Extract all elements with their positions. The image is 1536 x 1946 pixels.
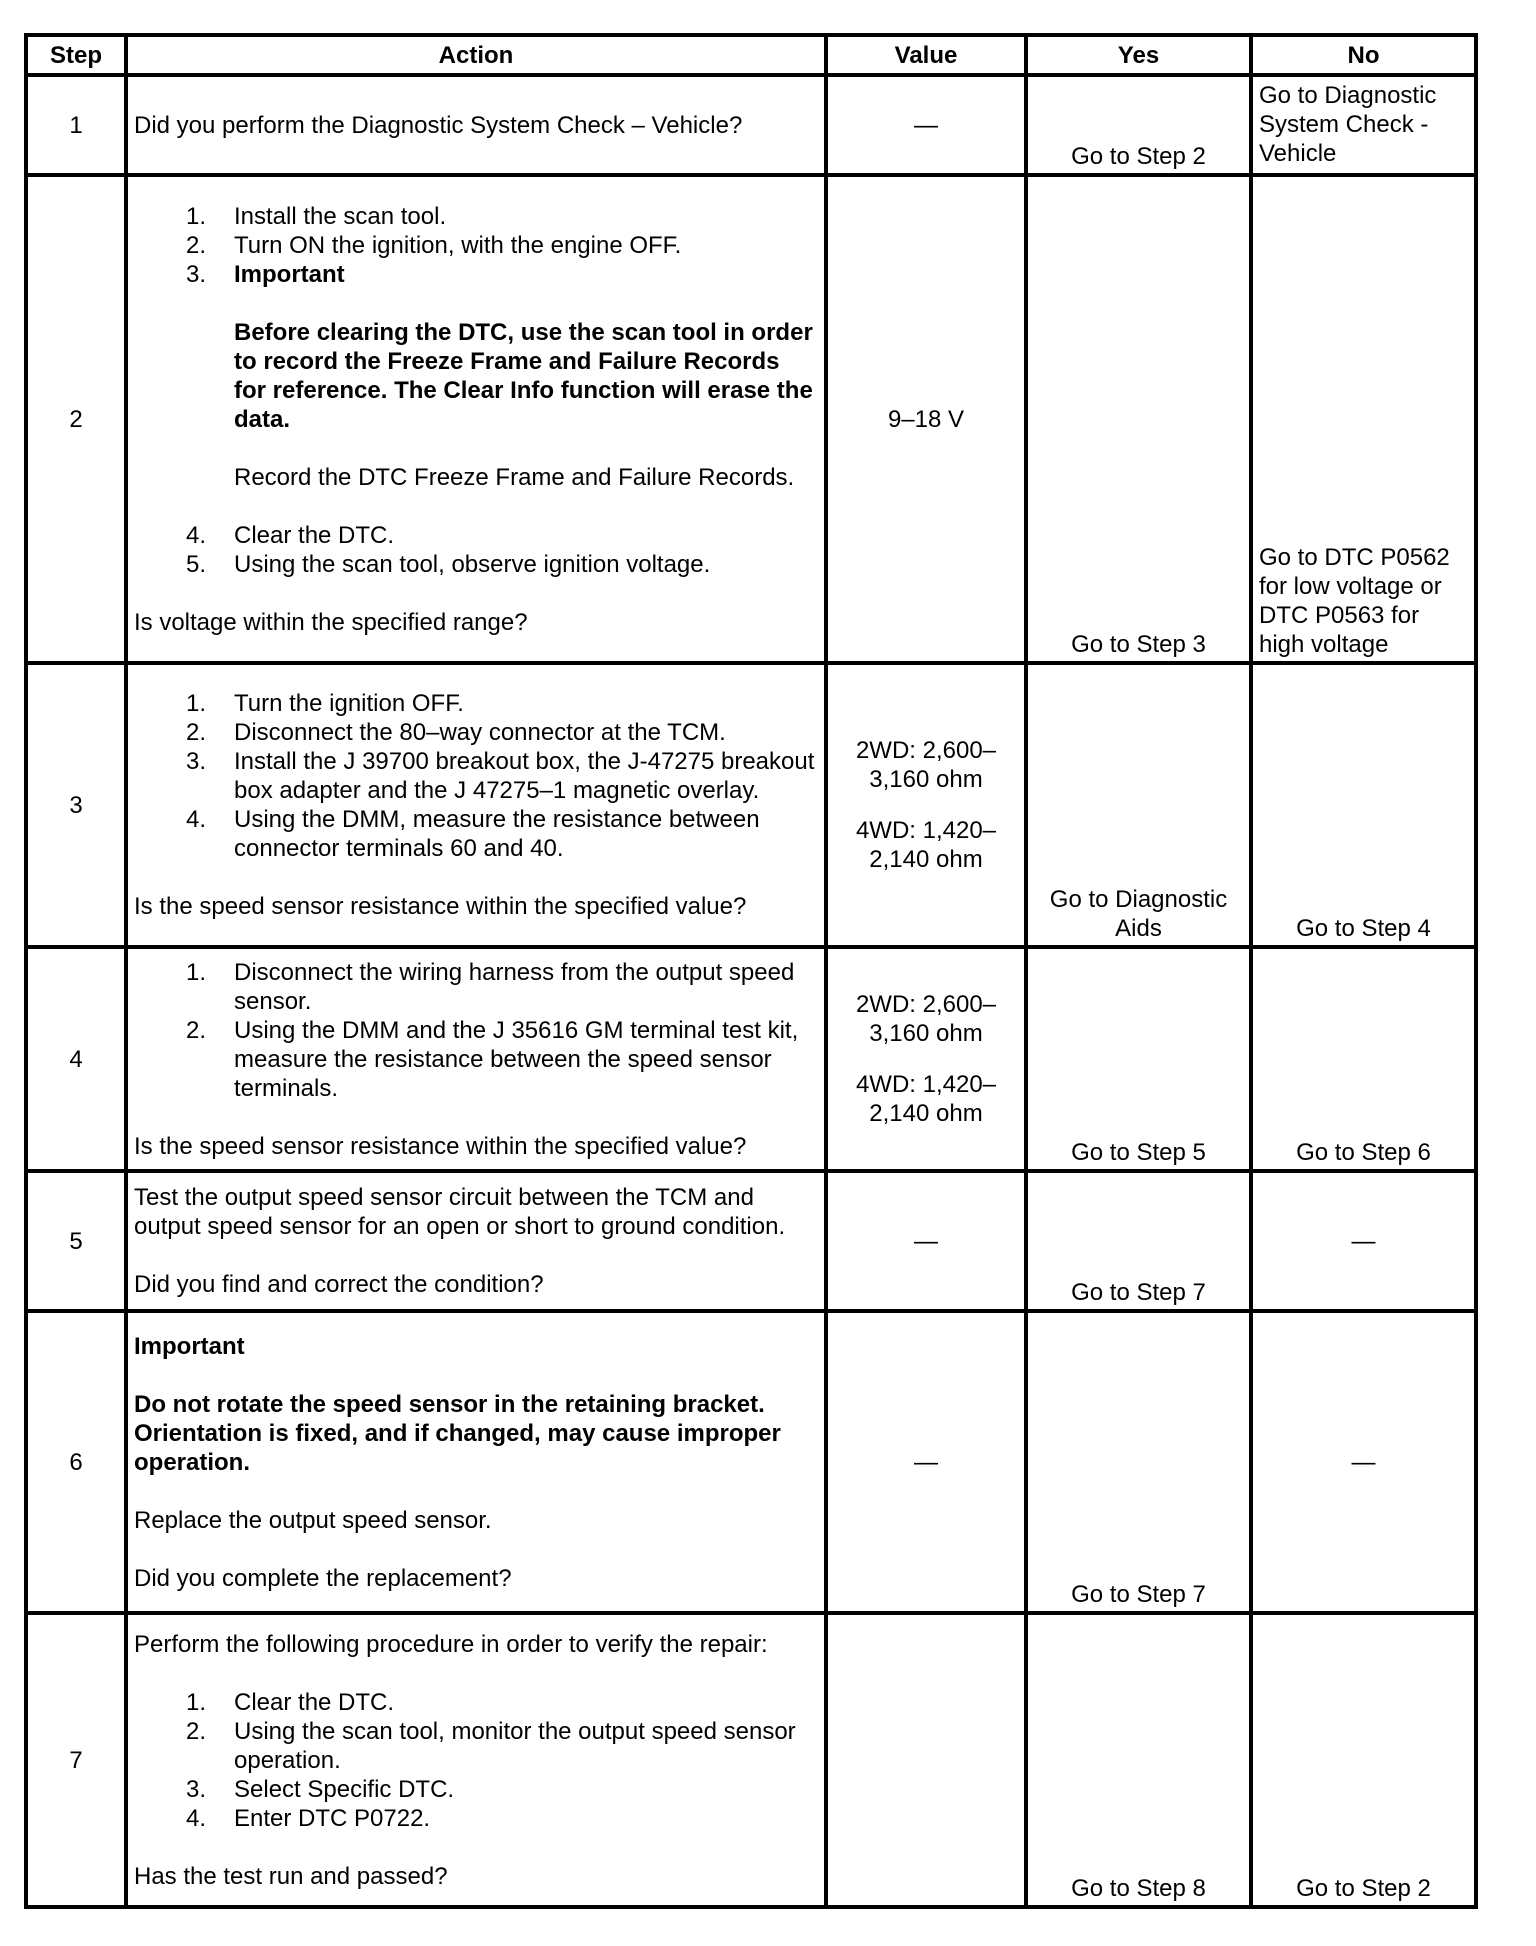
sub-instruction: Record the DTC Freeze Frame and Failure Records. — [234, 463, 795, 491]
action-cell — [126, 1613, 826, 1907]
action-cell — [126, 1311, 826, 1613]
table-row-step-1 — [26, 75, 1476, 175]
yes-cell: Go to Step 2 — [1026, 75, 1251, 175]
step-number: 1 — [26, 75, 126, 175]
list-item: 3. Select Specific DTC. — [186, 1775, 455, 1803]
table-row-step-4 — [26, 947, 1476, 1171]
value-2wd: 2WD: 2,600–3,160 ohm — [855, 991, 997, 1047]
important-note: Before clearing the DTC, use the scan tool in order to record the Freeze Frame and Failure Records for reference. The Clear Info function will erase the data. — [234, 318, 813, 433]
header-row — [26, 35, 1476, 75]
no-cell: Go to Diagnostic System Check - Vehicle — [1251, 75, 1476, 175]
list-item: 1. Disconnect the wiring harness from the output speed sensor. — [186, 958, 795, 1015]
important-note: Do not rotate the speed sensor in the retaining bracket. Orientation is fixed, and if changed, may cause improper operation. — [134, 1390, 781, 1476]
no-cell: Go to Step 6 — [1251, 947, 1476, 1171]
list-item: 2. Disconnect the 80–way connector at the TCM. — [186, 719, 726, 746]
action-question: Did you find and correct the condition? — [134, 1271, 544, 1298]
action-text: Replace the output speed sensor. — [134, 1506, 492, 1534]
value-cell: — — [826, 1171, 1026, 1311]
table-row-step-7 — [26, 1613, 1476, 1907]
value-cell: 9–18 V — [826, 175, 1026, 663]
list-item: 3. Install the J 39700 breakout box, the J-47275 breakout box adapter and the J 47275–1 magnetic overlay. — [186, 748, 815, 804]
value-cell — [826, 663, 1026, 947]
action-cell — [126, 1171, 826, 1311]
list-item: 5. Using the scan tool, observe ignition voltage. — [186, 550, 711, 578]
header-action: Action — [126, 35, 826, 75]
no-cell: Go to Step 4 — [1251, 663, 1476, 947]
action-cell — [126, 947, 826, 1171]
value-cell — [826, 947, 1026, 1171]
action-question: Did you perform the Diagnostic System Check – Vehicle? — [126, 75, 826, 175]
table-row-step-5 — [26, 1171, 1476, 1311]
important-label: Important — [134, 1332, 245, 1360]
list-item: 2. Turn ON the ignition, with the engine OFF. — [186, 231, 682, 259]
list-item: 4. Clear the DTC. — [186, 521, 395, 549]
action-question: Is the speed sensor resistance within the specified value? — [134, 893, 747, 920]
action-text: Perform the following procedure in order to verify the repair: — [134, 1630, 768, 1658]
yes-cell: Go to Step 7 — [1026, 1171, 1251, 1311]
action-question: Has the test run and passed? — [134, 1862, 448, 1890]
value-cell: — — [826, 75, 1026, 175]
value-4wd: 4WD: 1,420–2,140 ohm — [855, 817, 997, 873]
action-text: Test the output speed sensor circuit between the TCM and output speed sensor for an open or short to ground condition. — [134, 1184, 786, 1240]
yes-cell: Go to Step 5 — [1026, 947, 1251, 1171]
table-row-step-2 — [26, 175, 1476, 663]
header-step: Step — [26, 35, 126, 75]
action-question: Did you complete the replacement? — [134, 1564, 512, 1592]
value-cell: — — [826, 1311, 1026, 1613]
list-item: 2. Using the scan tool, monitor the output speed sensor operation. — [186, 1717, 796, 1774]
list-item: 3. Important — [186, 260, 345, 288]
no-cell: — — [1251, 1171, 1476, 1311]
table-row-step-6 — [26, 1311, 1476, 1613]
step-number: 5 — [26, 1171, 126, 1311]
no-cell: Go to DTC P0562 for low voltage or DTC P0563 for high voltage — [1251, 175, 1476, 663]
value-4wd: 4WD: 1,420–2,140 ohm — [855, 1071, 997, 1127]
step-number: 2 — [26, 175, 126, 663]
diagnostic-table — [24, 33, 1478, 1909]
no-cell: — — [1251, 1311, 1476, 1613]
yes-cell: Go to Step 7 — [1026, 1311, 1251, 1613]
step-number: 3 — [26, 663, 126, 947]
table-row-step-3 — [26, 663, 1476, 947]
yes-cell: Go to Step 3 — [1026, 175, 1251, 663]
action-cell — [126, 175, 826, 663]
action-cell — [126, 663, 826, 947]
action-question: Is the speed sensor resistance within the specified value? — [134, 1132, 747, 1160]
list-item: 1. Clear the DTC. — [186, 1688, 395, 1716]
header-no: No — [1251, 35, 1476, 75]
list-item: 4. Enter DTC P0722. — [186, 1804, 431, 1832]
list-item: 1. Turn the ignition OFF. — [186, 690, 464, 717]
header-yes: Yes — [1026, 35, 1251, 75]
value-cell — [826, 1613, 1026, 1907]
step-number: 7 — [26, 1613, 126, 1907]
header-value: Value — [826, 35, 1026, 75]
no-cell: Go to Step 2 — [1251, 1613, 1476, 1907]
action-question: Is voltage within the specified range? — [134, 608, 528, 636]
yes-cell: Go to Diagnostic Aids — [1026, 663, 1251, 947]
step-number: 6 — [26, 1311, 126, 1613]
list-item: 4. Using the DMM, measure the resistance between connector terminals 60 and 40. — [186, 806, 760, 862]
list-item: 2. Using the DMM and the J 35616 GM terminal test kit, measure the resistance between the speed sensor terminals. — [186, 1016, 799, 1102]
value-2wd: 2WD: 2,600–3,160 ohm — [855, 737, 997, 793]
step-number: 4 — [26, 947, 126, 1171]
yes-cell: Go to Step 8 — [1026, 1613, 1251, 1907]
list-item: 1. Install the scan tool. — [186, 202, 447, 230]
